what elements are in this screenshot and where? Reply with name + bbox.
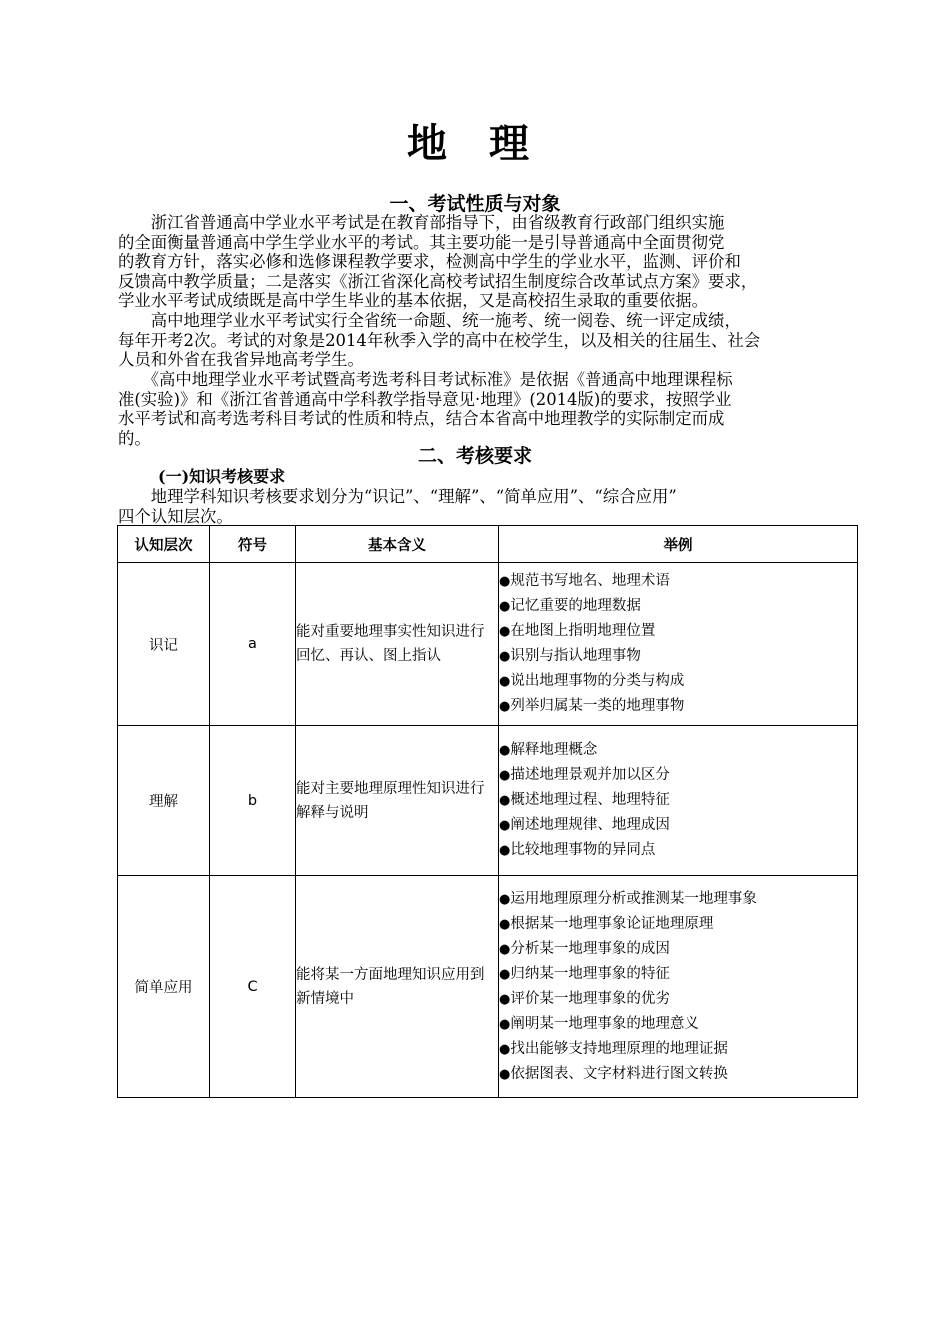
bullet-icon: ● [499,793,511,808]
examples-cell [499,876,858,1098]
bullet-icon: ● [499,699,511,714]
section-heading-2: 二、考核要求 [417,445,532,467]
example-item: ●根据某一地理事象论证地理原理 [499,915,714,932]
bullet-icon: ● [499,1016,511,1032]
example-item: ●在地图上指明地理位置 [499,623,656,639]
text-line: 高中地理学业水平考试实行全省统一命题、统一施考、统一阅卷、统一评定成绩， [118,311,741,330]
example-item: ●阐明某一地理事象的地理意义 [499,1015,699,1032]
text-line: 四个认知层次。 [118,506,233,526]
text-line: 学业水平考试成绩既是高中学生毕业的基本依据，又是高校招生录取的重要依据。 [118,291,709,310]
example-item: ●说出地理事物的分类与构成 [499,673,685,689]
meaning-cell: 能对主要地理原理性知识进行解释与说明 [296,726,499,876]
symbol-cell: b [210,726,296,876]
level-cell: 简单应用 [118,876,210,1098]
subsection-heading: (一)知识考核要求 [158,467,286,486]
text-line: 水平考试和高考选考科目考试的性质和特点，结合本省高中地理教学的实际制定而成 [118,409,725,428]
bullet-icon: ● [499,574,511,589]
requirements-table [117,525,858,1098]
document-title: 地 理 [407,120,543,167]
level-cell: 理解 [118,726,210,876]
table-row [118,726,858,876]
example-item: ●描述地理景观并加以区分 [499,767,670,783]
bullet-icon: ● [499,743,511,758]
paragraph-exam-nature [118,213,840,311]
meaning-cell: 能对重要地理事实性知识进行回忆、再认、图上指认 [296,563,499,726]
bullet-icon: ● [499,966,511,982]
example-item: ●依据图表、文字材料进行图文转换 [499,1065,728,1082]
level-cell: 识记 [118,563,210,726]
header-symbol: 符号 [210,526,296,563]
example-item: ●规范书写地名、地理术语 [499,573,670,589]
bullet-icon: ● [499,941,511,957]
example-item: ●分析某一地理事象的成因 [499,940,670,957]
table-header-row [118,526,858,563]
bullet-icon: ● [499,674,511,689]
meaning-cell: 能将某一方面地理知识应用到新情境中 [296,876,499,1098]
examples-cell [499,563,858,726]
bullet-icon: ● [499,649,511,664]
example-item: ●记忆重要的地理数据 [499,598,641,614]
text-line: 《高中地理学业水平考试暨高考选考科目考试标准》是依据《普通高中地理课程标 [118,370,733,389]
text-line: 浙江省普通高中学业水平考试是在教育部指导下，由省级教育行政部门组织实施 [118,213,725,232]
bullet-icon: ● [499,991,511,1007]
header-examples: 举例 [499,526,858,563]
text-line: 人员和外省在我省异地高考学生。 [118,350,364,369]
example-item: ●解释地理概念 [499,742,598,758]
text-line: 准(实验)》和《浙江省普通高中学科教学指导意见·地理》(2014版)的要求，按照学业 [118,389,732,409]
examples-cell [499,726,858,876]
example-item: ●找出能够支持地理原理的地理证据 [499,1040,728,1057]
example-item: ●列举归属某一类的地理事物 [499,698,685,714]
example-item: ●比较地理事物的异同点 [499,842,656,858]
bullet-icon: ● [499,916,511,932]
bullet-icon: ● [499,1066,511,1082]
text-line: 的全面衡量普通高中学生学业水平的考试。其主要功能一是引导普通高中全面贯彻党 [118,232,725,252]
example-item: ●评价某一地理事象的优劣 [499,990,670,1007]
paragraph-standard-basis [118,370,840,448]
bullet-icon: ● [499,768,511,783]
table-row [118,876,858,1098]
text-line: 的教育方针，落实必修和选修课程教学要求，检测高中学生的学业水平，监测、评价和 [118,252,741,271]
section-heading-1: 一、考试性质与对象 [389,193,561,215]
bullet-icon: ● [499,891,511,907]
bullet-icon: ● [499,624,511,639]
bullet-icon: ● [499,1041,511,1057]
example-item: ●概述地理过程、地理特征 [499,792,670,808]
bullet-icon: ● [499,843,511,858]
text-line: 每年开考2次。考试的对象是2014年秋季入学的高中在校学生，以及相关的往届生、社会 [118,330,761,350]
paragraph-exam-object [118,311,840,370]
example-item: ●运用地理原理分析或推测某一地理事象 [499,890,757,907]
text-line: 地理学科知识考核要求划分为“识记”、“理解”、“简单应用”、“综合应用” [118,487,677,506]
bullet-icon: ● [499,818,511,833]
example-item: ●识别与指认地理事物 [499,648,641,664]
bullet-icon: ● [499,599,511,614]
example-item: ●归纳某一地理事象的特征 [499,965,670,982]
text-line: 的。 [118,428,151,448]
table-row [118,563,858,726]
symbol-cell: a [210,563,296,726]
header-level: 认知层次 [118,526,210,563]
symbol-cell: C [210,876,296,1098]
paragraph-cognitive-levels [118,487,840,526]
example-item: ●阐述地理规律、地理成因 [499,817,670,833]
text-line: 反馈高中教学质量；二是落实《浙江省深化高校考试招生制度综合改革试点方案》要求， [118,271,758,291]
header-meaning: 基本含义 [296,526,499,563]
